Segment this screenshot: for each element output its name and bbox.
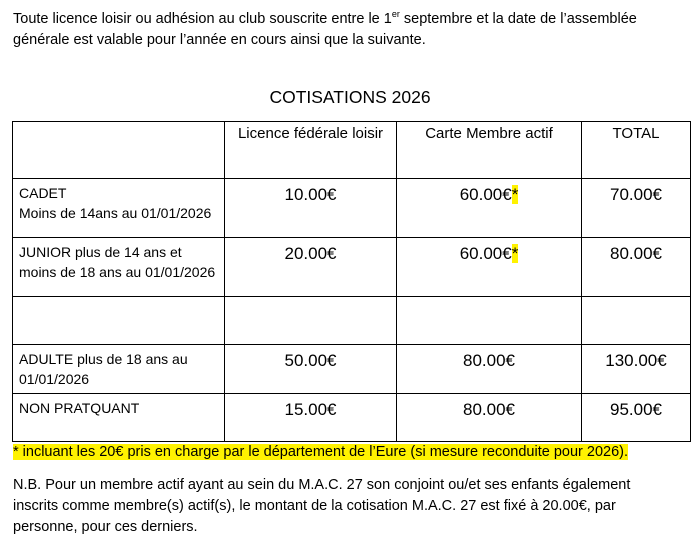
row-label xyxy=(13,394,225,442)
row-label-text: NON PRATQUANT xyxy=(19,400,140,416)
intro-text-2: septembre et la date de l’assemblée générale est valable pour l’année en cours ainsi que la suivante. xyxy=(13,11,637,48)
cotisations-table xyxy=(12,121,691,442)
cell-total: 130.00€ xyxy=(582,345,691,394)
row-label-text: JUNIOR plus de 14 ans et moins de 18 ans au 01/01/2026 xyxy=(19,244,216,280)
table-row-empty xyxy=(13,297,691,345)
row-label xyxy=(13,238,225,297)
row-label-text: CADET Moins de 14ans au 01/01/2026 xyxy=(19,185,212,221)
intro-text-1: Toute licence loisir ou adhésion au club souscrite entre le 1 xyxy=(13,11,392,27)
table-row-non-pratquant xyxy=(13,394,691,442)
asterisk-mark: * xyxy=(511,185,519,204)
row-label xyxy=(13,345,225,394)
carte-value: 60.00€ xyxy=(459,185,512,204)
header-cell-empty xyxy=(13,122,225,179)
footnote-text: * incluant les 20€ pris en charge par le département de l’Eure (si mesure reconduite pour 2026). xyxy=(13,444,628,460)
intro-superscript: er xyxy=(391,9,400,19)
row-label xyxy=(13,297,225,345)
footnote xyxy=(13,442,628,462)
cell-carte: 80.00€ xyxy=(397,345,582,394)
table-row-cadet xyxy=(13,179,691,238)
header-carte: Carte Membre actif xyxy=(397,122,582,179)
carte-value: 60.00€ xyxy=(459,244,512,263)
cell-carte xyxy=(397,238,582,297)
cell-total xyxy=(582,297,691,345)
nb-paragraph: N.B. Pour un membre actif ayant au sein du M.A.C. 27 son conjoint ou/et ses enfants également inscrits comme membre(s) actif(s), le montant de la cotisation M.A.C. 27 est fixé à 20.00€, par personne, pour ces derniers. xyxy=(13,477,631,535)
cell-carte: 80.00€ xyxy=(397,394,582,442)
header-total: TOTAL xyxy=(582,122,691,179)
table-row-junior xyxy=(13,238,691,297)
cell-total: 95.00€ xyxy=(582,394,691,442)
table-header-row xyxy=(13,122,691,179)
asterisk-mark: * xyxy=(511,244,519,263)
page-title: COTISATIONS 2026 xyxy=(269,87,431,107)
cell-total: 80.00€ xyxy=(582,238,691,297)
row-label xyxy=(13,179,225,238)
cell-carte xyxy=(397,297,582,345)
cell-licence: 15.00€ xyxy=(225,394,397,442)
intro-paragraph xyxy=(13,9,693,51)
header-licence: Licence fédérale loisir xyxy=(225,122,397,179)
cell-licence: 10.00€ xyxy=(225,179,397,238)
cell-licence xyxy=(225,297,397,345)
table-row-adulte xyxy=(13,345,691,394)
cell-total: 70.00€ xyxy=(582,179,691,238)
cell-licence: 50.00€ xyxy=(225,345,397,394)
cell-licence: 20.00€ xyxy=(225,238,397,297)
cell-carte xyxy=(397,179,582,238)
row-label-text: ADULTE plus de 18 ans au 01/01/2026 xyxy=(19,351,188,387)
